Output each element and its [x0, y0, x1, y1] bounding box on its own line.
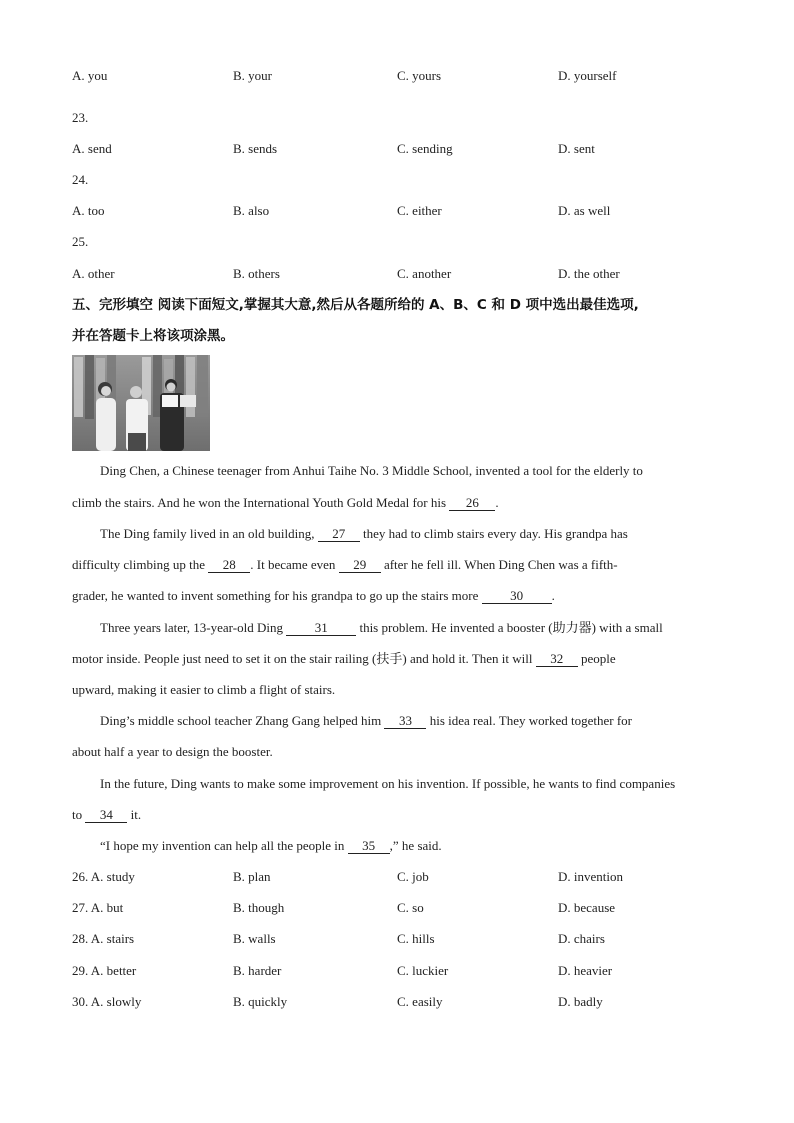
option-a: A. send [72, 141, 112, 156]
options-row-28 [72, 930, 732, 948]
award-photo-illustration [72, 355, 210, 451]
question-number-23: 23. [72, 110, 89, 125]
section-heading [72, 290, 742, 352]
passage-text: . [495, 495, 499, 510]
passage-text: his idea real. They worked together for [426, 713, 633, 728]
passage-text: . [551, 588, 555, 603]
option-a: A. other [72, 266, 115, 281]
option-c: C. sending [397, 141, 453, 156]
passage-text: Three years later, 13-year-old Ding [100, 620, 287, 635]
option-b: B. quickly [233, 994, 288, 1009]
option-d: D. yourself [558, 68, 617, 83]
blank-30: 30 [482, 588, 552, 604]
option-c: C. easily [397, 994, 443, 1009]
blank-34: 34 [85, 807, 127, 823]
passage-line: upward, making it easier to climb a flight of stairs. [72, 682, 336, 697]
passage-line [72, 494, 499, 512]
passage-line: about half a year to design the booster. [72, 744, 273, 759]
section-heading-line-1: 五、完形填空 阅读下面短文,掌握其大意,然后从各题所给的 A、B、C 和 D 项中选出最佳选项, [72, 297, 639, 313]
option-d: D. chairs [558, 931, 605, 946]
passage-text: Ding’s middle school teacher Zhang Gang helped him [100, 713, 385, 728]
passage-line [72, 587, 555, 605]
blank-32: 32 [536, 651, 578, 667]
option-d: D. invention [558, 869, 623, 884]
option-b: B. your [233, 68, 272, 83]
options-row-30 [72, 993, 732, 1011]
passage-text: it. [127, 807, 142, 822]
option-c: C. luckier [397, 963, 449, 978]
option-b: B. plan [233, 869, 271, 884]
blank-29: 29 [339, 557, 381, 573]
blank-26: 26 [449, 495, 495, 511]
option-a: 30. A. slowly [72, 994, 142, 1009]
blank-35: 35 [348, 838, 390, 854]
options-row-23 [72, 140, 732, 158]
passage-line [100, 619, 663, 637]
options-row-24 [72, 202, 732, 220]
passage-line [100, 837, 442, 855]
passage-text: ,” he said. [389, 838, 442, 853]
options-row-27 [72, 899, 732, 917]
options-row-26 [72, 868, 732, 886]
section-heading-line-2: 并在答题卡上将该项涂黑。 [72, 328, 234, 344]
passage-text: climb the stairs. And he won the International Youth Gold Medal for his [72, 495, 450, 510]
passage-text: grader, he wanted to invent something for his grandpa to go up the stairs more [72, 588, 482, 603]
option-b: B. sends [233, 141, 278, 156]
option-c: C. job [397, 869, 429, 884]
options-row-29 [72, 962, 732, 980]
option-c: C. so [397, 900, 424, 915]
option-d: D. badly [558, 994, 603, 1009]
option-a: A. too [72, 203, 105, 218]
option-b: B. others [233, 266, 280, 281]
option-c: C. another [397, 266, 452, 281]
passage-text: people [577, 651, 616, 666]
blank-31: 31 [286, 620, 356, 636]
option-c: C. either [397, 203, 442, 218]
passage-line: Ding Chen, a Chinese teenager from Anhui Taihe No. 3 Middle School, invented a tool for the elderly to [100, 463, 643, 478]
option-a: 29. A. better [72, 963, 137, 978]
option-a: 28. A. stairs [72, 931, 135, 946]
passage-text: after he fell ill. When Ding Chen was a fifth- [380, 557, 618, 572]
passage-text: to [72, 807, 86, 822]
passage-text: “I hope my invention can help all the people in [100, 838, 348, 853]
option-d: D. sent [558, 141, 595, 156]
option-c: C. hills [397, 931, 435, 946]
blank-28: 28 [208, 557, 250, 573]
option-a: 27. A. but [72, 900, 124, 915]
options-row-22 [72, 67, 732, 85]
passage-line [100, 712, 632, 730]
option-b: B. harder [233, 963, 282, 978]
passage-line: In the future, Ding wants to make some improvement on his invention. If possible, he wants to find companies [100, 776, 676, 791]
option-b: B. though [233, 900, 285, 915]
option-a: A. you [72, 68, 108, 83]
option-d: D. as well [558, 203, 611, 218]
question-number-24: 24. [72, 172, 89, 187]
option-a: 26. A. study [72, 869, 135, 884]
option-d: D. the other [558, 266, 620, 281]
passage-text: this problem. He invented a booster (助力器) with a small [356, 620, 663, 635]
blank-27: 27 [318, 526, 360, 542]
passage-line [72, 556, 618, 574]
passage-text: difficulty climbing up the [72, 557, 209, 572]
blank-33: 33 [384, 713, 426, 729]
question-number-25: 25. [72, 234, 89, 249]
options-row-25 [72, 265, 732, 283]
passage-text: motor inside. People just need to set it on the stair railing (扶手) and hold it. Then it will [72, 651, 536, 666]
passage-text: The Ding family lived in an old building, [100, 526, 318, 541]
passage-text: they had to climb stairs every day. His grandpa has [359, 526, 628, 541]
award-photo [72, 355, 210, 451]
passage-line [100, 525, 628, 543]
option-d: D. because [558, 900, 616, 915]
option-c: C. yours [397, 68, 442, 83]
passage-line [72, 650, 616, 668]
option-b: B. walls [233, 931, 276, 946]
option-d: D. heavier [558, 963, 613, 978]
passage-line [72, 806, 141, 824]
option-b: B. also [233, 203, 270, 218]
passage-text: . It became even [250, 557, 339, 572]
